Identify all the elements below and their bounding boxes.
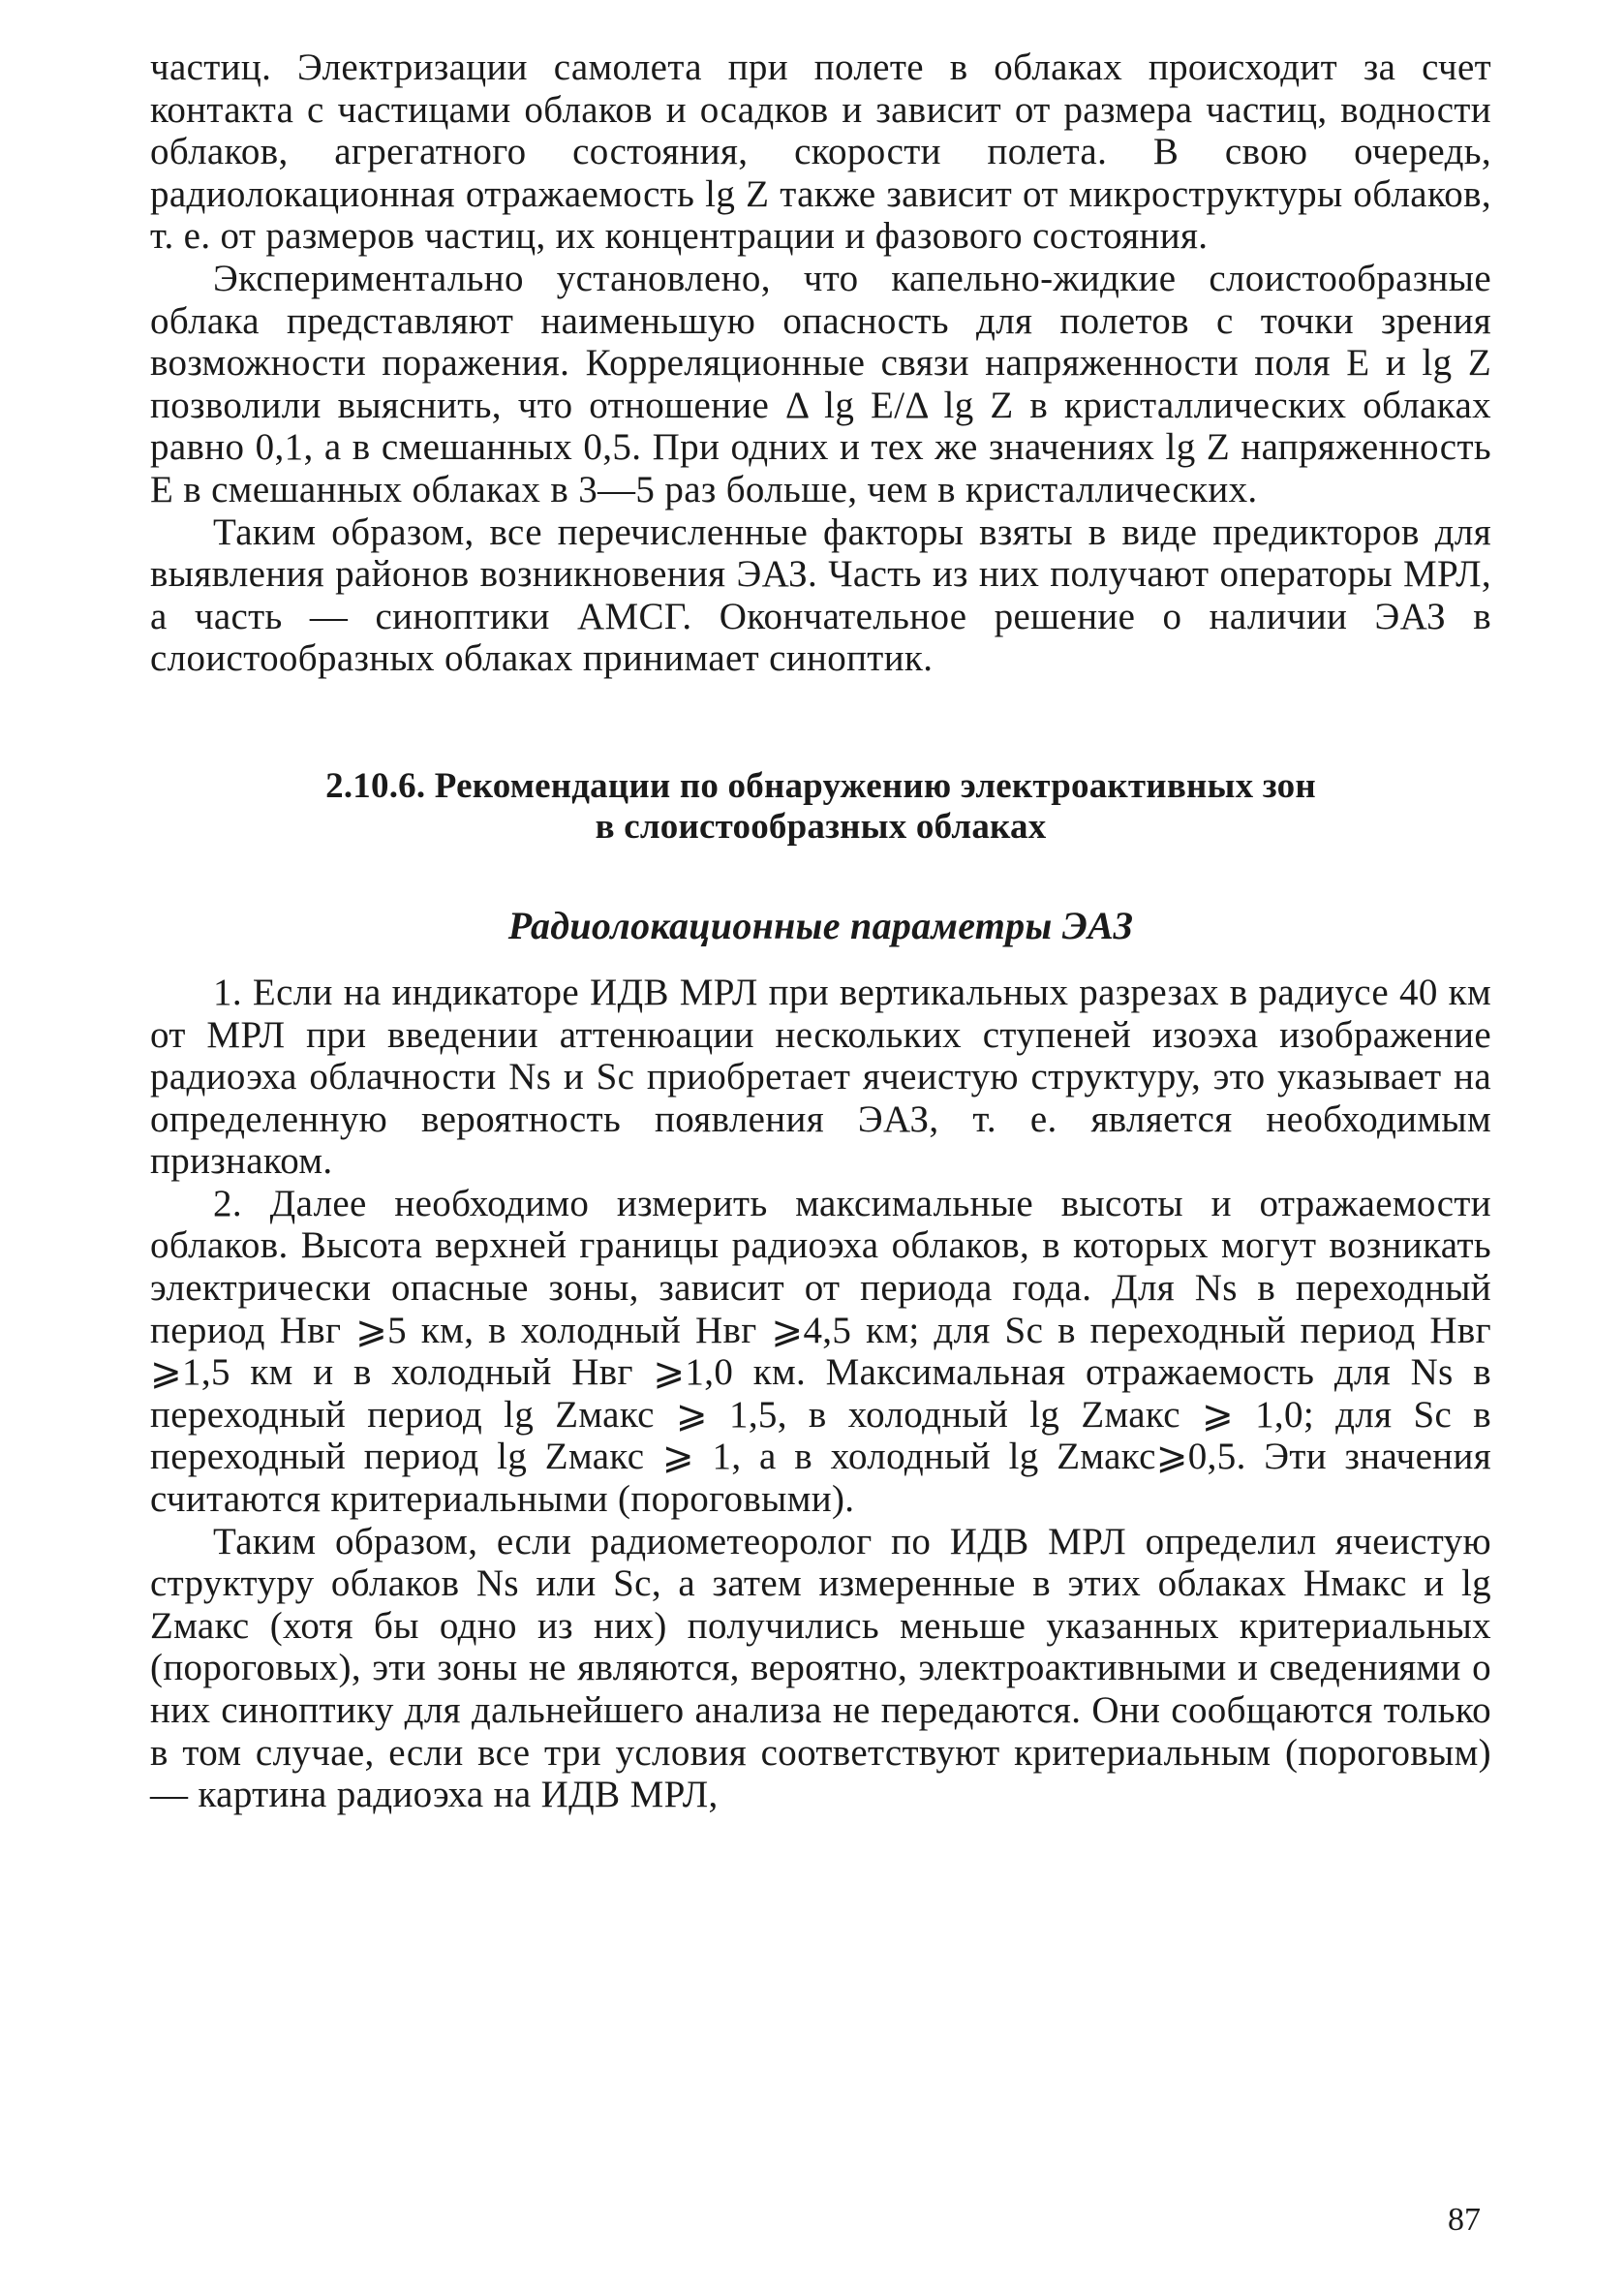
paragraph-experimental: Экспериментально установлено, что капельно-жидкие слоистообразные облака представляют наименьшую опасность для полетов с точки зрения возможности поражения. Корреляционные связи напряженности поля E и lg Z позволили выяснить, что отношение Δ lg E/Δ lg Z в кристаллических облаках равно 0,1, а в смешанных 0,5. При одних и тех же значениях lg Z напряженность E в смешанных облаках в 3—5 раз больше, чем в кристаллических. [150,257,1491,510]
page-body [150,46,1491,1816]
section-heading [150,766,1491,848]
paragraph-predictors: Таким образом, все перечисленные факторы взяты в виде предикторов для выявления районов возникновения ЭАЗ. Часть из них получают операторы МРЛ, а часть — синоптики АМСГ. Окончательное решение о наличии ЭАЗ в слоистообразных облаках принимает синоптик. [150,510,1491,680]
subsection-heading: Радиолокационные параметры ЭАЗ [507,903,1134,947]
page-number: 87 [1448,2202,1481,2238]
paragraph-continuation: частиц. Электризации самолета при полете в облаках происходит за счет контакта с частицами облаков и осадков и зависит от размера частиц, водности облаков, агрегатного состояния, скорости полета. В свою очередь, радиолокационная отражаемость lg Z также зависит от микроструктуры облаков, т. е. от размеров частиц, их концентрации и фазового состояния. [150,46,1491,258]
section-heading-line-2: в слоистообразных облаках [595,806,1047,847]
paragraph-item-2: 2. Далее необходимо измерить максимальные высоты и отражаемости облаков. Высота верхней границы радиоэха облаков, в которых могут возникать электрически опасные зоны, зависит от периода года. Для Ns в переходный период Hвг ⩾5 км, в холодный Hвг ⩾4,5 км; для Sc в переходный период Hвг ⩾1,5 км и в холодный Hвг ⩾1,0 км. Максимальная отражаемость для Ns в переходный период lg Zмакс ⩾ 1,5, в холодный lg Zмакс ⩾ 1,0; для Sc в переходный период lg Zмакс ⩾ 1, а в холодный lg Zмакс⩾0,5. Эти значения считаются критериальными (пороговыми). [150,1182,1491,1521]
section-heading-line-1: 2.10.6. Рекомендации по обнаружению электроактивных зон [325,765,1316,806]
paragraph-item-1: 1. Если на индикаторе ИДВ МРЛ при вертикальных разрезах в радиусе 40 км от МРЛ при введении аттенюации нескольких ступеней изоэха изображение радиоэха облачности Ns и Sc приобретает ячеистую структуру, это указывает на определенную вероятность появления ЭАЗ, т. е. является необходимым признаком. [150,971,1491,1183]
paragraph-conclusion: Таким образом, если радиометеоролог по ИДВ МРЛ определил ячеистую структуру облаков Ns или Sc, а затем измеренные в этих облаках Hмакс и lg Zмакс (хотя бы одно из них) получились меньше указанных критериальных (пороговых), эти зоны не являются, вероятно, электроактивными и сведениями о них синоптику для дальнейшего анализа не передаются. Они сообщаются только в том случае, если все три условия соответствуют критериальным (пороговым) — картина радиоэха на ИДВ МРЛ, [150,1520,1491,1816]
